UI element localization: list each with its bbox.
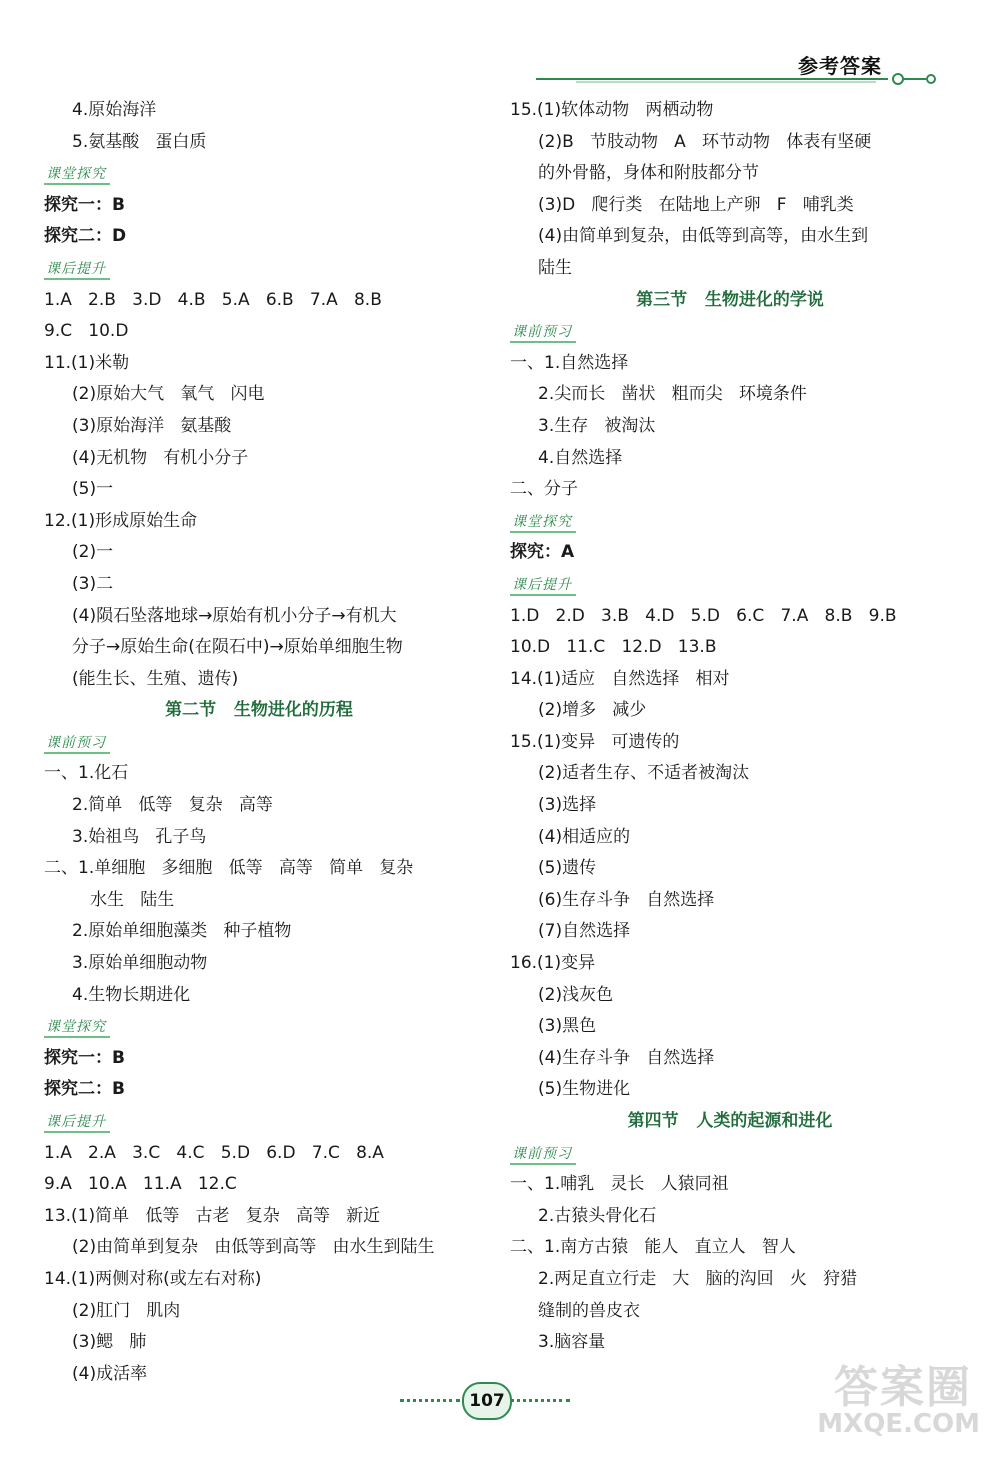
page-number: 107 (462, 1382, 512, 1420)
answer-line: (5)遗传 (538, 858, 597, 879)
section-tag-label: 课后提升 (510, 576, 576, 596)
section-tag-label: 课后提升 (44, 1113, 110, 1133)
answer-line: 3.始祖鸟 孔子鸟 (72, 826, 207, 847)
footer-dots-left (400, 1399, 460, 1402)
answer-line: 3.生存 被淘汰 (538, 415, 656, 436)
answer-line: (2)原始大气 氧气 闪电 (72, 384, 265, 405)
answer-line: 一、1.化石 (44, 763, 129, 784)
answer-line: 探究：A (510, 542, 575, 563)
answer-line: 14.(1)适应 自然选择 相对 (510, 668, 730, 689)
answer-line: (2)由简单到复杂 由低等到高等 由水生到陆生 (72, 1237, 435, 1258)
answer-line: 2.两足直立行走 大 脑的沟回 火 狩猎 (538, 1268, 858, 1289)
section-tag-label: 课后提升 (44, 260, 110, 280)
answer-line: (4)陨石坠落地球→原始有机小分子→有机大 (72, 605, 397, 626)
answer-line: 1.A 2.B 3.D 4.B 5.A 6.B 7.A 8.B (44, 289, 382, 310)
answer-line: 陆生 (538, 257, 572, 278)
answer-line: 1.A 2.A 3.C 4.C 5.D 6.D 7.C 8.A (44, 1142, 384, 1163)
section-tag (44, 1011, 474, 1043)
right-answer-column (510, 95, 950, 1359)
section-tag-label: 课堂探究 (44, 1018, 110, 1038)
answer-line: 探究二：B (44, 1079, 125, 1100)
watermark-url: MXQE.COM (817, 1409, 980, 1439)
footer-dots-right (510, 1399, 570, 1402)
header-decorative-line (536, 72, 936, 86)
answer-line: 水生 陆生 (90, 889, 175, 910)
section-tag (510, 569, 950, 601)
answer-line: (3)二 (72, 573, 114, 594)
answer-line: 15.(1)变异 可遗传的 (510, 731, 680, 752)
answer-line: (5)一 (72, 479, 114, 500)
answer-line: (3)黑色 (538, 1016, 597, 1037)
answer-line: 9.A 10.A 11.A 12.C (44, 1174, 237, 1195)
section-tag (44, 727, 474, 759)
answer-line: 的外骨骼，身体和附肢都分节 (538, 163, 759, 184)
answer-line: (4)相适应的 (538, 826, 631, 847)
answer-line: 12.(1)形成原始生命 (44, 510, 198, 531)
answer-line: (2)增多 减少 (538, 700, 647, 721)
answer-line: 一、1.哺乳 灵长 人猿同祖 (510, 1174, 729, 1195)
answer-line: 14.(1)两侧对称(或左右对称) (44, 1268, 262, 1289)
answer-line: (2)肛门 肌肉 (72, 1300, 181, 1321)
answer-line: (2)浅灰色 (538, 984, 614, 1005)
answer-line: 2.古猿头骨化石 (538, 1205, 657, 1226)
page-footer (400, 1380, 570, 1420)
answer-line: 16.(1)变异 (510, 953, 596, 974)
section-tag (510, 506, 950, 538)
watermark (810, 1351, 980, 1451)
section-tag-label: 课前预习 (44, 734, 110, 754)
answer-line: 4.生物长期进化 (72, 984, 191, 1005)
answer-line: 3.原始单细胞动物 (72, 953, 208, 974)
answer-line: 2.原始单细胞藻类 种子植物 (72, 921, 292, 942)
left-answer-column (44, 95, 474, 1390)
answer-line: 11.(1)米勒 (44, 352, 130, 373)
section-tag-label: 课堂探究 (510, 513, 576, 533)
answer-line: 一、1.自然选择 (510, 352, 629, 373)
answer-line: 2.尖而长 凿状 粗而尖 环境条件 (538, 384, 807, 405)
answer-line: (4)生存斗争 自然选择 (538, 1047, 715, 1068)
section-tag-label: 课前预习 (510, 1145, 576, 1165)
answer-line: 二、1.单细胞 多细胞 低等 高等 简单 复杂 (44, 858, 414, 879)
answer-line: (5)生物进化 (538, 1079, 631, 1100)
answer-line: (7)自然选择 (538, 921, 631, 942)
answer-line: 15.(1)软体动物 两栖动物 (510, 100, 714, 120)
answer-line: 9.C 10.D (44, 321, 129, 342)
answer-line: (3)D 爬行类 在陆地上产卵 F 哺乳类 (538, 194, 854, 215)
answer-line: 二、1.南方古猿 能人 直立人 智人 (510, 1237, 796, 1258)
answer-line: (3)鳃 肺 (72, 1332, 147, 1353)
section-tag-label: 课前预习 (510, 323, 576, 343)
answer-line: 3.脑容量 (538, 1332, 606, 1353)
answer-line: 缝制的兽皮衣 (538, 1300, 640, 1321)
answer-line: (2)适者生存、不适者被淘汰 (538, 763, 750, 784)
answer-line: (4)成活率 (72, 1363, 148, 1384)
answer-line: 10.D 11.C 12.D 13.B (510, 637, 717, 658)
answer-line: 探究一：B (44, 1047, 125, 1068)
answer-line: 2.简单 低等 复杂 高等 (72, 795, 273, 816)
answer-line: (2)一 (72, 542, 114, 563)
answer-line: 13.(1)简单 低等 古老 复杂 高等 新近 (44, 1205, 381, 1226)
answer-line: (2)B 节肢动物 A 环节动物 体表有坚硬 (538, 131, 872, 152)
answer-line: (4)无机物 有机小分子 (72, 447, 249, 468)
answer-line: (6)生存斗争 自然选择 (538, 889, 715, 910)
watermark-logo: 答案圈 (834, 1362, 972, 1413)
answer-line: 探究二：D (44, 226, 127, 247)
section-heading: 第四节 人类的起源和进化 (627, 1111, 833, 1131)
answer-line: 探究一：B (44, 194, 125, 215)
answer-line: 4.自然选择 (538, 447, 623, 468)
section-tag-label: 课堂探究 (44, 165, 110, 185)
answer-line: 1.D 2.D 3.B 4.D 5.D 6.C 7.A 8.B 9.B (510, 605, 897, 626)
section-tag (510, 1138, 950, 1170)
answer-line: (能生长、生殖、遗传) (72, 668, 239, 689)
answer-line: (3)选择 (538, 795, 597, 816)
answer-line: (3)原始海洋 氨基酸 (72, 415, 232, 436)
section-heading: 第三节 生物进化的学说 (636, 289, 824, 310)
section-heading: 第二节 生物进化的历程 (165, 700, 353, 721)
answer-line: 分子→原始生命(在陨石中)→原始单细胞生物 (72, 637, 403, 658)
section-tag (44, 158, 474, 190)
answer-line: 4.原始海洋 (72, 100, 157, 120)
header-title: 参考答案 (798, 54, 882, 78)
section-tag (510, 316, 950, 348)
answer-line: 二、分子 (510, 479, 578, 500)
section-tag (44, 1106, 474, 1138)
section-tag (44, 253, 474, 285)
answer-line: 5.氨基酸 蛋白质 (72, 131, 207, 152)
answer-line: (4)由简单到复杂，由低等到高等，由水生到 (538, 226, 869, 247)
page-header (530, 48, 950, 88)
